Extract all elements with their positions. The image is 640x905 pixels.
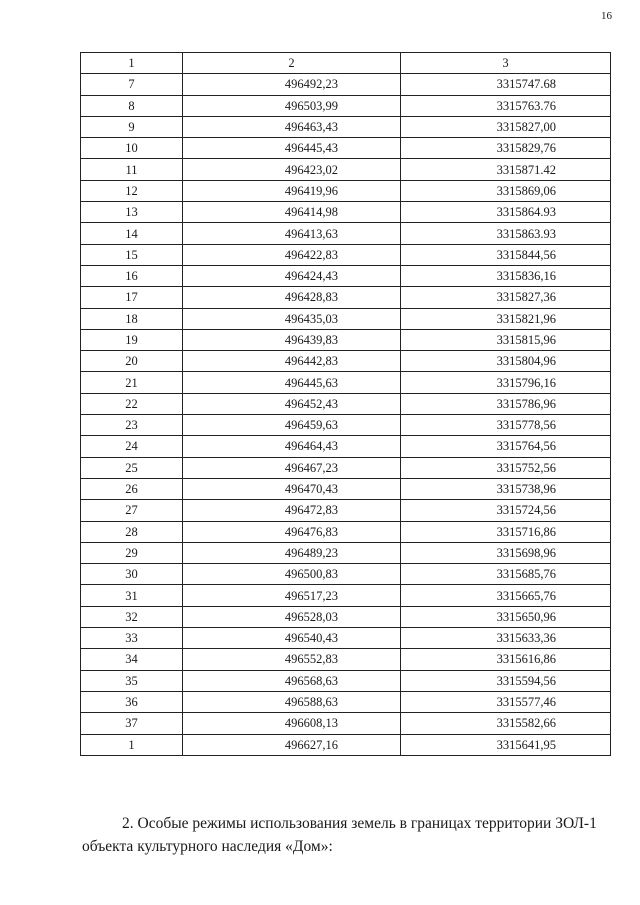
y-coordinate-cell: 3315716,86: [401, 521, 611, 542]
point-number-cell: 21: [81, 372, 183, 393]
table-row: [81, 180, 611, 201]
y-coordinate-cell: 3315764,56: [401, 436, 611, 457]
x-coordinate-cell: 496445,43: [183, 138, 401, 159]
point-number-cell: 32: [81, 606, 183, 627]
point-number-cell: 27: [81, 500, 183, 521]
point-number-cell: 16: [81, 265, 183, 286]
y-coordinate-cell: 3315829,76: [401, 138, 611, 159]
x-coordinate-cell: 496489,23: [183, 542, 401, 563]
paragraph-line-1: 2. Особые режимы использования земель в границах территории ЗОЛ-1: [122, 815, 597, 832]
x-coordinate-cell: 496435,03: [183, 308, 401, 329]
y-coordinate-cell: 3315836,16: [401, 265, 611, 286]
x-coordinate-cell: 496517,23: [183, 585, 401, 606]
table-row: [81, 244, 611, 265]
x-coordinate-cell: 496452,43: [183, 393, 401, 414]
x-coordinate-cell: 496470,43: [183, 478, 401, 499]
point-number-cell: 22: [81, 393, 183, 414]
table-row: [81, 308, 611, 329]
point-number-cell: 26: [81, 478, 183, 499]
point-number-cell: 33: [81, 628, 183, 649]
table-row: [81, 138, 611, 159]
point-number-cell: 1: [81, 734, 183, 755]
point-number-cell: 25: [81, 457, 183, 478]
table-row: [81, 265, 611, 286]
point-number-cell: 31: [81, 585, 183, 606]
point-number-cell: 17: [81, 287, 183, 308]
point-number-cell: 9: [81, 116, 183, 137]
point-number-cell: 11: [81, 159, 183, 180]
table-row: [81, 585, 611, 606]
x-coordinate-cell: 496500,83: [183, 564, 401, 585]
table-row: [81, 521, 611, 542]
table-header-row: [81, 53, 611, 74]
point-number-cell: 7: [81, 74, 183, 95]
y-coordinate-cell: 3315738,96: [401, 478, 611, 499]
x-coordinate-cell: 496424,43: [183, 265, 401, 286]
table-body: [81, 74, 611, 756]
table-row: [81, 606, 611, 627]
x-coordinate-cell: 496588,63: [183, 691, 401, 712]
x-coordinate-cell: 496459,63: [183, 415, 401, 436]
y-coordinate-cell: 3315650,96: [401, 606, 611, 627]
table-row: [81, 393, 611, 414]
table-row: [81, 628, 611, 649]
x-coordinate-cell: 496528,03: [183, 606, 401, 627]
x-coordinate-cell: 496627,16: [183, 734, 401, 755]
coordinates-table: [80, 52, 611, 756]
point-number-cell: 20: [81, 351, 183, 372]
x-coordinate-cell: 496414,98: [183, 202, 401, 223]
y-coordinate-cell: 3315641,95: [401, 734, 611, 755]
page-number: 16: [601, 10, 612, 22]
y-coordinate-cell: 3315724,56: [401, 500, 611, 521]
point-number-cell: 34: [81, 649, 183, 670]
x-coordinate-cell: 496428,83: [183, 287, 401, 308]
point-number-cell: 37: [81, 713, 183, 734]
point-number-cell: 23: [81, 415, 183, 436]
x-coordinate-cell: 496439,83: [183, 329, 401, 350]
y-coordinate-cell: 3315577,46: [401, 691, 611, 712]
column-header: 1: [81, 53, 183, 74]
table-row: [81, 287, 611, 308]
table-row: [81, 74, 611, 95]
table-row: [81, 223, 611, 244]
y-coordinate-cell: 3315594,56: [401, 670, 611, 691]
point-number-cell: 14: [81, 223, 183, 244]
x-coordinate-cell: 496492,23: [183, 74, 401, 95]
table-row: [81, 649, 611, 670]
table-row: [81, 713, 611, 734]
y-coordinate-cell: 3315844,56: [401, 244, 611, 265]
table-row: [81, 372, 611, 393]
point-number-cell: 19: [81, 329, 183, 350]
y-coordinate-cell: 3315747.68: [401, 74, 611, 95]
x-coordinate-cell: 496423,02: [183, 159, 401, 180]
x-coordinate-cell: 496503,99: [183, 95, 401, 116]
y-coordinate-cell: 3315633,36: [401, 628, 611, 649]
table-row: [81, 329, 611, 350]
point-number-cell: 36: [81, 691, 183, 712]
x-coordinate-cell: 496463,43: [183, 116, 401, 137]
x-coordinate-cell: 496540,43: [183, 628, 401, 649]
x-coordinate-cell: 496476,83: [183, 521, 401, 542]
x-coordinate-cell: 496608,13: [183, 713, 401, 734]
table-row: [81, 436, 611, 457]
column-header: 2: [183, 53, 401, 74]
column-header: 3: [401, 53, 611, 74]
y-coordinate-cell: 3315821,96: [401, 308, 611, 329]
table-row: [81, 95, 611, 116]
table-row: [81, 670, 611, 691]
section-paragraph: [82, 812, 612, 858]
y-coordinate-cell: 3315752,56: [401, 457, 611, 478]
table-row: [81, 202, 611, 223]
table-row: [81, 116, 611, 137]
table-row: [81, 691, 611, 712]
y-coordinate-cell: 3315778,56: [401, 415, 611, 436]
x-coordinate-cell: 496464,43: [183, 436, 401, 457]
y-coordinate-cell: 3315827,00: [401, 116, 611, 137]
y-coordinate-cell: 3315863.93: [401, 223, 611, 244]
x-coordinate-cell: 496419,96: [183, 180, 401, 201]
point-number-cell: 24: [81, 436, 183, 457]
x-coordinate-cell: 496442,83: [183, 351, 401, 372]
point-number-cell: 15: [81, 244, 183, 265]
y-coordinate-cell: 3315827,36: [401, 287, 611, 308]
table-row: [81, 457, 611, 478]
y-coordinate-cell: 3315864.93: [401, 202, 611, 223]
y-coordinate-cell: 3315665,76: [401, 585, 611, 606]
y-coordinate-cell: 3315804,96: [401, 351, 611, 372]
y-coordinate-cell: 3315869,06: [401, 180, 611, 201]
table-row: [81, 500, 611, 521]
table-row: [81, 564, 611, 585]
point-number-cell: 10: [81, 138, 183, 159]
x-coordinate-cell: 496422,83: [183, 244, 401, 265]
x-coordinate-cell: 496467,23: [183, 457, 401, 478]
y-coordinate-cell: 3315698,96: [401, 542, 611, 563]
point-number-cell: 29: [81, 542, 183, 563]
table-row: [81, 478, 611, 499]
point-number-cell: 13: [81, 202, 183, 223]
x-coordinate-cell: 496568,63: [183, 670, 401, 691]
x-coordinate-cell: 496445,63: [183, 372, 401, 393]
table-row: [81, 351, 611, 372]
y-coordinate-cell: 3315616,86: [401, 649, 611, 670]
table-row: [81, 542, 611, 563]
y-coordinate-cell: 3315871.42: [401, 159, 611, 180]
point-number-cell: 18: [81, 308, 183, 329]
point-number-cell: 35: [81, 670, 183, 691]
y-coordinate-cell: 3315786,96: [401, 393, 611, 414]
paragraph-line-2: объекта культурного наследия «Дом»:: [82, 838, 333, 855]
point-number-cell: 8: [81, 95, 183, 116]
table-row: [81, 734, 611, 755]
point-number-cell: 28: [81, 521, 183, 542]
x-coordinate-cell: 496552,83: [183, 649, 401, 670]
point-number-cell: 30: [81, 564, 183, 585]
table-row: [81, 415, 611, 436]
point-number-cell: 12: [81, 180, 183, 201]
x-coordinate-cell: 496472,83: [183, 500, 401, 521]
y-coordinate-cell: 3315582,66: [401, 713, 611, 734]
y-coordinate-cell: 3315763.76: [401, 95, 611, 116]
table-row: [81, 159, 611, 180]
y-coordinate-cell: 3315815,96: [401, 329, 611, 350]
y-coordinate-cell: 3315796,16: [401, 372, 611, 393]
x-coordinate-cell: 496413,63: [183, 223, 401, 244]
y-coordinate-cell: 3315685,76: [401, 564, 611, 585]
